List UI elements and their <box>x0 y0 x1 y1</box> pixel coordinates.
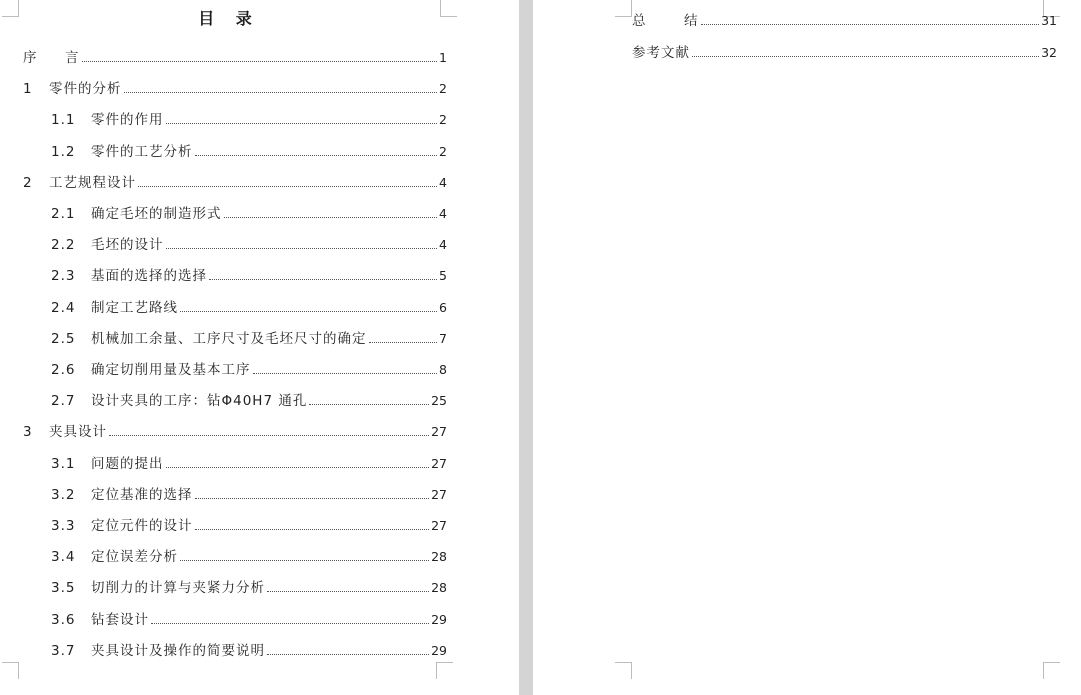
toc-entry-2-4[interactable] <box>51 299 447 317</box>
toc-entry-3-1[interactable] <box>51 455 447 473</box>
toc-entry-title: 定位基准的选择 <box>91 487 193 503</box>
toc-entry-1[interactable] <box>23 80 447 98</box>
toc-entry-3-3[interactable] <box>51 517 447 535</box>
toc-entry-title: 结 <box>684 13 699 29</box>
toc-entry-title: 定位误差分析 <box>91 549 178 565</box>
toc-entry-number: 3.4 <box>51 549 76 565</box>
toc-leader-dots <box>138 185 437 187</box>
toc-entry-2-2[interactable] <box>51 236 447 254</box>
toc-entry-page: 4 <box>439 175 447 190</box>
toc-entry-page: 27 <box>431 456 447 471</box>
toc-entry-title: 夹具设计 <box>49 424 107 440</box>
toc-leader-dots <box>82 60 438 62</box>
toc-entry-page: 29 <box>431 612 447 627</box>
toc-entry-page: 2 <box>439 144 447 159</box>
toc-entry-page: 27 <box>431 487 447 502</box>
toc-entry-number: 参考文献 <box>632 45 690 61</box>
toc-entry-title: 言 <box>65 50 80 66</box>
toc-entry-number: 3.3 <box>51 518 76 534</box>
toc-leader-dots <box>180 559 429 561</box>
toc-entry-title: 确定切削用量及基本工序 <box>91 362 251 378</box>
crop-mark-bottom-left <box>2 662 19 679</box>
toc-entry-page: 31 <box>1041 13 1057 28</box>
crop-mark-bottom-left <box>615 662 632 679</box>
toc-leader-dots <box>253 372 438 374</box>
toc-entry-3-6[interactable] <box>51 611 447 629</box>
toc-entry-1-1[interactable] <box>51 111 447 129</box>
toc-entry-3[interactable] <box>23 423 447 441</box>
toc-leader-dots <box>209 278 437 280</box>
toc-entry-page: 2 <box>439 112 447 127</box>
toc-leader-dots <box>109 434 429 436</box>
toc-entry-title: 钻套设计 <box>91 612 149 628</box>
toc-entry-title: 切削力的计算与夹紧力分析 <box>91 580 265 596</box>
toc-entry-title: 机械加工余量、工序尺寸及毛坯尺寸的确定 <box>91 331 367 347</box>
toc-entry-page: 8 <box>439 362 447 377</box>
toc-entry-page: 4 <box>439 237 447 252</box>
toc-entry-2-5[interactable] <box>51 330 447 348</box>
toc-entry-title: 零件的工艺分析 <box>91 144 193 160</box>
toc-entry-references[interactable] <box>632 44 1057 62</box>
toc-leader-dots <box>369 341 438 343</box>
toc-entry-title: 零件的作用 <box>91 112 164 128</box>
toc-entry-title: 工艺规程设计 <box>49 175 136 191</box>
toc-leader-dots <box>180 310 437 312</box>
toc-entry-page: 27 <box>431 424 447 439</box>
toc-entry-page: 29 <box>431 643 447 658</box>
toc-entry-2[interactable] <box>23 174 447 192</box>
toc-entry-title: 基面的选择的选择 <box>91 268 207 284</box>
toc-leader-dots <box>124 91 438 93</box>
toc-entry-title: 问题的提出 <box>91 456 164 472</box>
toc-leader-dots <box>195 154 438 156</box>
toc-entry-number: 2.2 <box>51 237 76 253</box>
toc-entry-2-3[interactable] <box>51 267 447 285</box>
toc-entry-page: 28 <box>431 549 447 564</box>
toc-entry-3-5[interactable] <box>51 579 447 597</box>
page-gutter <box>519 0 533 695</box>
toc-entry-3-2[interactable] <box>51 486 447 504</box>
toc-page-right <box>533 0 1081 695</box>
toc-entry-title: 毛坯的设计 <box>91 237 164 253</box>
toc-page-left <box>0 0 519 695</box>
toc-entry-number: 3 <box>23 424 33 440</box>
toc-leader-dots <box>166 466 430 468</box>
toc-entry-page: 5 <box>439 268 447 283</box>
crop-mark-top-left <box>615 0 632 17</box>
toc-entry-number: 序 <box>23 50 38 66</box>
toc-entry-page: 6 <box>439 300 447 315</box>
toc-entry-3-4[interactable] <box>51 548 447 566</box>
toc-entry-page: 7 <box>439 331 447 346</box>
toc-entry-page: 1 <box>439 50 447 65</box>
toc-entry-number: 2 <box>23 175 33 191</box>
toc-entry-1-2[interactable] <box>51 143 447 161</box>
toc-entry-title: 定位元件的设计 <box>91 518 193 534</box>
toc-entry-preface[interactable] <box>23 49 447 67</box>
toc-leader-dots <box>692 55 1039 57</box>
toc-entry-number: 总 <box>632 13 647 29</box>
toc-entry-page: 28 <box>431 580 447 595</box>
toc-entry-number: 1.2 <box>51 144 76 160</box>
toc-title: 目 录 <box>198 9 260 28</box>
toc-entry-page: 32 <box>1041 45 1057 60</box>
toc-leader-dots <box>224 216 438 218</box>
toc-entry-number: 2.4 <box>51 300 76 316</box>
toc-entry-conclusion[interactable] <box>632 12 1057 30</box>
toc-entry-title: 制定工艺路线 <box>91 300 178 316</box>
toc-entry-number: 2.7 <box>51 393 76 409</box>
toc-entry-number: 2.5 <box>51 331 76 347</box>
toc-entry-number: 2.1 <box>51 206 76 222</box>
toc-entry-number: 3.1 <box>51 456 76 472</box>
toc-entry-number: 2.3 <box>51 268 76 284</box>
toc-leader-dots <box>166 122 438 124</box>
toc-entry-number: 3.5 <box>51 580 76 596</box>
toc-entry-page: 25 <box>431 393 447 408</box>
toc-entry-number: 1.1 <box>51 112 76 128</box>
toc-entry-2-6[interactable] <box>51 361 447 379</box>
toc-entry-title: 零件的分析 <box>49 81 122 97</box>
toc-entry-page: 2 <box>439 81 447 96</box>
toc-entry-2-7[interactable] <box>51 392 447 410</box>
toc-entry-number: 2.6 <box>51 362 76 378</box>
toc-entry-page: 4 <box>439 206 447 221</box>
toc-entry-title: 确定毛坯的制造形式 <box>91 206 222 222</box>
toc-leader-dots <box>267 653 429 655</box>
toc-leader-dots <box>701 23 1040 25</box>
crop-mark-bottom-right <box>436 662 453 679</box>
toc-leader-dots <box>267 590 429 592</box>
toc-leader-dots <box>195 528 430 530</box>
toc-entry-title: 夹具设计及操作的简要说明 <box>91 643 265 659</box>
toc-entry-number: 1 <box>23 81 33 97</box>
toc-entry-number: 3.2 <box>51 487 76 503</box>
toc-leader-dots <box>151 622 429 624</box>
toc-entry-number: 3.6 <box>51 612 76 628</box>
toc-leader-dots <box>309 403 429 405</box>
toc-entry-number: 3.7 <box>51 643 76 659</box>
toc-entry-3-7[interactable] <box>51 642 447 660</box>
toc-leader-dots <box>195 497 430 499</box>
crop-mark-bottom-right <box>1043 662 1060 679</box>
toc-entry-page: 27 <box>431 518 447 533</box>
toc-entry-2-1[interactable] <box>51 205 447 223</box>
toc-entry-title: 设计夹具的工序：钻Φ40H7 通孔 <box>91 393 308 409</box>
toc-leader-dots <box>166 247 438 249</box>
